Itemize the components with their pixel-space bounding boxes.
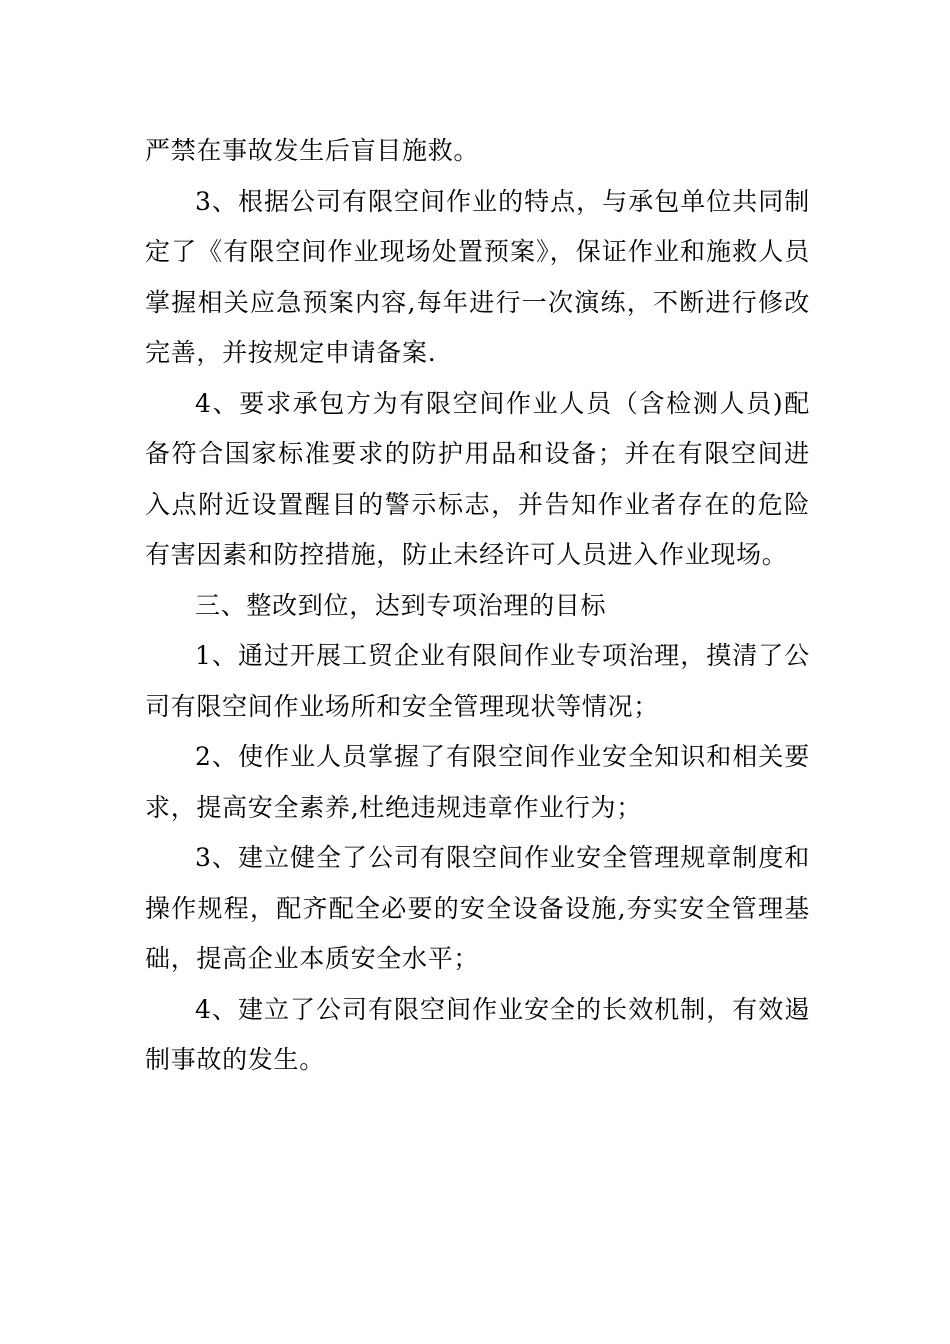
paragraph-item-4-protective-equipment: 4、要求承包方为有限空间作业人员（含检测人员)配备符合国家标准要求的防护用品和设备；并在有限空间进入点附近设置醒目的警示标志，并告知作业者存在的危险有害因素和防控措施，防止未经许可人员进入作业现场。: [145, 388, 810, 569]
paragraph-goal-3: 3、建立健全了公司有限空间作业安全管理规章制度和操作规程，配齐配全必要的安全设备设施,夯实安全管理基础，提高企业本质安全水平；: [145, 843, 810, 973]
paragraph-goal-1: 1、通过开展工贸企业有限间作业专项治理，摸清了公司有限空间作业场所和安全管理现状等情况；: [145, 641, 810, 721]
section-heading-three: 三、整改到位，达到专项治理的目标: [195, 590, 607, 620]
paragraph-item-3-emergency-plan: 3、根据公司有限空间作业的特点，与承包单位共同制定了《有限空间作业现场处置预案》，保证作业和施救人员掌握相关应急预案内容,每年进行一次演练，不断进行修改完善，并按规定申请备案.: [145, 186, 810, 367]
paragraph-goal-2: 2、使作业人员掌握了有限空间作业安全知识和相关要求，提高安全素养,杜绝违规违章作业行为；: [145, 742, 810, 822]
document-body: [145, 126, 810, 1086]
paragraph-goal-4: 4、建立了公司有限空间作业安全的长效机制，有效遏制事故的发生。: [145, 994, 810, 1074]
paragraph-continuation: 严禁在事故发生后盲目施救。: [145, 136, 480, 165]
